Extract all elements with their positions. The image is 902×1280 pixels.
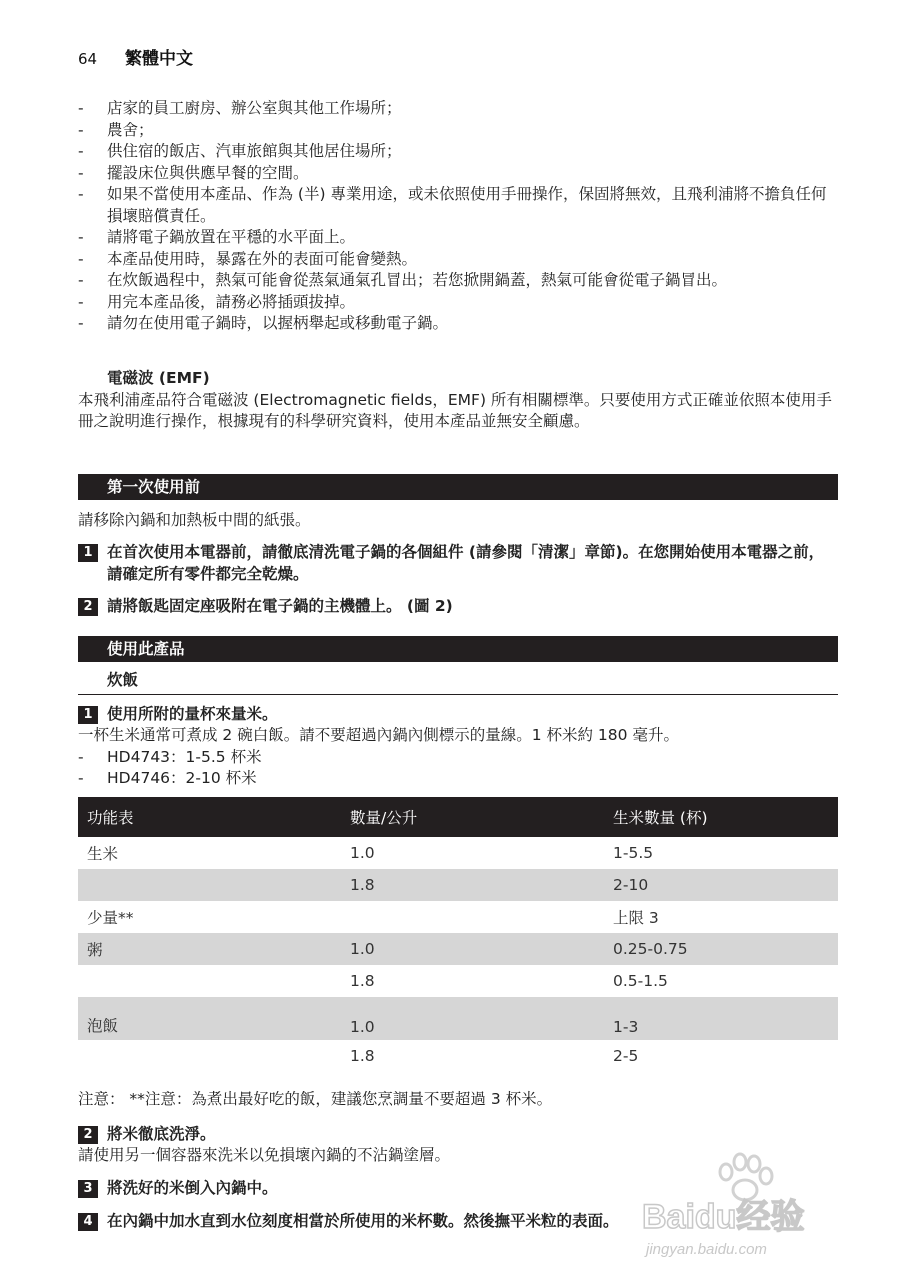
cooking-table: [78, 797, 838, 1072]
step-2-wash-rice: [78, 1124, 838, 1146]
table-row: 少量** 上限 3: [87, 909, 659, 927]
step-1-measure-rice: [78, 704, 838, 726]
page-header: [78, 44, 193, 69]
section-bar-using-product: 使用此產品: [78, 636, 838, 662]
wash-note: 請使用另一個容器來洗米以免損壞內鍋的不沾鍋塗層。: [78, 1146, 451, 1164]
watermark-brand: Baidu经验: [642, 1198, 805, 1236]
step-number: 2: [78, 1126, 98, 1144]
list-item: - 如果不當使用本產品、作為 (半) 專業用途，或未依照使用手冊操作，保固將無效，且飛利浦將不擔負任何損壞賠償責任。: [78, 185, 827, 225]
watermark-url: jingyan.baidu.com: [646, 1241, 767, 1258]
measure-note: 一杯生米通常可煮成 2 碗白飯。請不要超過內鍋內側標示的量線。1 杯米約 180 毫升。: [78, 726, 679, 744]
table-row: 粥 1.0 0.25-0.75: [78, 933, 838, 965]
step-number: 3: [78, 1180, 98, 1198]
step-number: 1: [78, 544, 98, 562]
table-row: 1.8 2-5: [350, 1047, 639, 1065]
step-number: 4: [78, 1213, 98, 1231]
model-item: - HD4746：2-10 杯米: [78, 769, 257, 787]
model-item: - HD4743：1-5.5 杯米: [78, 748, 262, 766]
table-row: 泡飯 1.0 1-3: [78, 997, 838, 1040]
list-item: - 用完本產品後，請務必將插頭拔掉。: [78, 292, 356, 311]
emf-body: 本飛利浦產品符合電磁波 (Electromagnetic fields，EMF) 所有相關標準。只要使用方式正確並依照本使用手冊之說明進行操作，根據現有的科學研究資料，使用本產品並無安全顧慮。: [78, 390, 832, 430]
table-header: 功能表: [78, 797, 341, 837]
emf-title: 電磁波 (EMF): [107, 369, 210, 387]
list-item: - 農舍；: [78, 120, 154, 139]
table-row: 1.8 2-10: [78, 869, 838, 901]
step-number: 1: [78, 706, 98, 724]
language-label: 繁體中文: [125, 49, 194, 69]
page-number: 64: [78, 50, 98, 68]
list-item: - 店家的員工廚房、辦公室與其他工作場所；: [78, 99, 402, 117]
baidu-watermark-logo: [640, 1150, 850, 1260]
step-1-first-use: [78, 542, 838, 585]
intro-text: 請移除內鍋和加熱板中間的紙張。: [78, 511, 311, 529]
section-bar-before-first-use: 第一次使用前: [78, 474, 838, 500]
emf-section: [78, 368, 838, 433]
list-item: - 在炊飯過程中，熱氣可能會從蒸氣通氣孔冒出；若您掀開鍋蓋，熱氣可能會從電子鍋冒出。: [78, 271, 728, 289]
table-row: 1.8 0.5-1.5: [350, 972, 668, 990]
table-header: 數量/公升: [341, 797, 604, 837]
step-text: 在內鍋中加水直到水位刻度相當於所使用的米杯數。然後撫平米粒的表面。: [107, 1212, 619, 1230]
subsection-cooking-rice: 炊飯: [78, 668, 838, 695]
table-row: 生米 1.0 1-5.5: [87, 844, 654, 863]
step-number: 2: [78, 598, 98, 616]
list-item: - 供住宿的飯店、汽車旅館與其他居住場所；: [78, 142, 402, 160]
list-item: - 請將電子鍋放置在平穩的水平面上。: [78, 228, 356, 246]
step-text: 請將飯匙固定座吸附在電子鍋的主機體上。 (圖 2): [107, 597, 453, 615]
step-text: 將米徹底洗淨。: [107, 1125, 216, 1143]
list-item: - 本產品使用時，暴露在外的表面可能會變熱。: [78, 249, 418, 268]
step-2-first-use: [78, 596, 838, 618]
list-item: - 擺設床位與供應早餐的空間。: [78, 163, 309, 182]
step-text: 使用所附的量杯來量米。: [107, 705, 278, 723]
step-text: 在首次使用本電器前，請徹底清洗電子鍋的各個組件 (請參閱「清潔」章節)。在您開始使用本電器之前，請確定所有零件都完全乾燥。: [107, 543, 825, 583]
table-header: 生米數量 (杯): [604, 797, 838, 837]
step-text: 將洗好的米倒入內鍋中。: [107, 1179, 278, 1197]
usage-bullet-list: [78, 98, 838, 335]
cooking-note: 注意： **注意：為煮出最好吃的飯，建議您烹調量不要超過 3 杯米。: [78, 1090, 553, 1108]
list-item: - 請勿在使用電子鍋時，以握柄舉起或移動電子鍋。: [78, 314, 449, 332]
